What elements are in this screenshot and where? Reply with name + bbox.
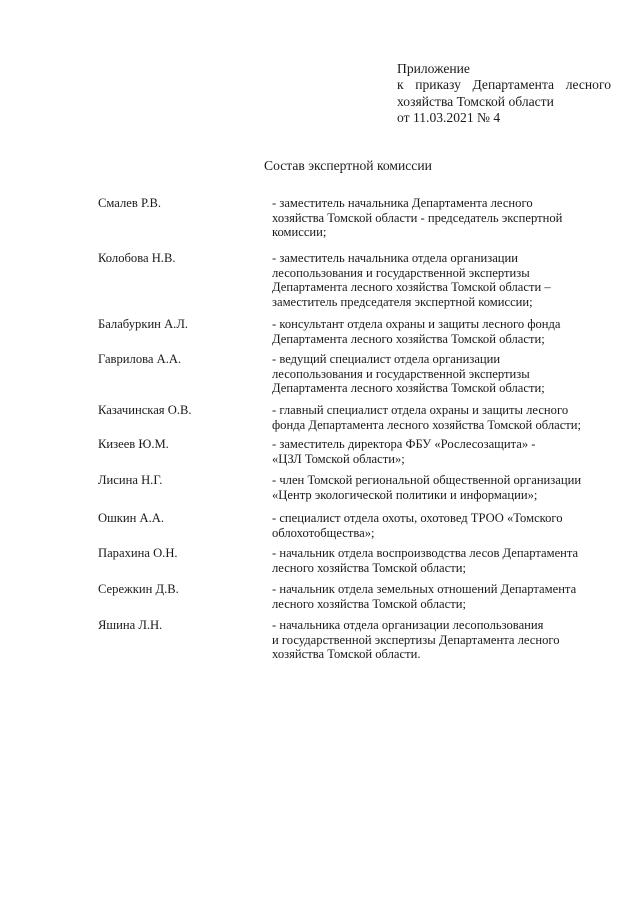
member-row bbox=[98, 511, 598, 546]
commission-members-list bbox=[98, 196, 598, 666]
member-row bbox=[98, 317, 598, 352]
member-row bbox=[98, 196, 598, 251]
member-role: - ведущий специалист отдела организации лесопользования и государственной экспертизы Департамента лесного хозяйства Томской области; bbox=[272, 352, 545, 396]
member-row bbox=[98, 352, 598, 403]
member-role: - заместитель директора ФБУ «Рослесозащита» - «ЦЗЛ Томской области»; bbox=[272, 437, 536, 466]
appendix-order-reference: к приказу Департамента лесного bbox=[397, 77, 611, 93]
member-role: - начальник отдела воспроизводства лесов Департамента лесного хозяйства Томской области; bbox=[272, 546, 579, 575]
member-role: - консультант отдела охраны и защиты лесного фонда Департамента лесного хозяйства Томской области; bbox=[272, 317, 561, 346]
document-title: Состав экспертной комиссии bbox=[264, 158, 432, 173]
member-row bbox=[98, 582, 598, 618]
member-name: Парахина О.Н. bbox=[98, 546, 178, 560]
appendix-department: хозяйства Томской области bbox=[397, 93, 554, 109]
member-name: Сережкин Д.В. bbox=[98, 582, 179, 596]
member-name: Смалев Р.В. bbox=[98, 196, 162, 210]
member-name: Яшина Л.Н. bbox=[98, 618, 163, 632]
member-name: Гаврилова А.А. bbox=[98, 352, 182, 366]
member-row bbox=[98, 251, 598, 317]
appendix-block bbox=[397, 61, 611, 127]
member-name: Ошкин А.А. bbox=[98, 511, 165, 525]
member-role: - специалист отдела охоты, охотовед ТРОО «Томского облохотобщества»; bbox=[272, 511, 563, 540]
member-name: Казачинская О.В. bbox=[98, 403, 192, 417]
member-row bbox=[98, 618, 598, 666]
member-row bbox=[98, 473, 598, 511]
member-role: - заместитель начальника отдела организации лесопользования и государственной экспертизы Департамента лесного хозяйства Томской области – заместитель председателя экспертной комиссии; bbox=[272, 251, 551, 309]
member-role: - член Томской региональной общественной организации «Центр экологической политики и информации»; bbox=[272, 473, 582, 502]
appendix-date-number: от 11.03.2021 № 4 bbox=[397, 110, 501, 126]
member-role: - начальника отдела организации лесопользования и государственной экспертизы Департамента лесного хозяйства Томской области. bbox=[272, 618, 560, 662]
member-name: Кизеев Ю.М. bbox=[98, 437, 169, 451]
member-row bbox=[98, 437, 598, 473]
member-name: Колобова Н.В. bbox=[98, 251, 176, 265]
member-role: - главный специалист отдела охраны и защиты лесного фонда Департамента лесного хозяйства Томской области; bbox=[272, 403, 582, 432]
member-row bbox=[98, 403, 598, 437]
member-name: Лисина Н.Г. bbox=[98, 473, 163, 487]
appendix-heading: Приложение bbox=[397, 61, 470, 76]
member-name: Балабуркин А.Л. bbox=[98, 317, 189, 331]
member-role: - заместитель начальника Департамента лесного хозяйства Томской области - председатель экспертной комиссии; bbox=[272, 196, 563, 240]
member-row bbox=[98, 546, 598, 582]
member-role: - начальник отдела земельных отношений Департамента лесного хозяйства Томской области; bbox=[272, 582, 577, 611]
